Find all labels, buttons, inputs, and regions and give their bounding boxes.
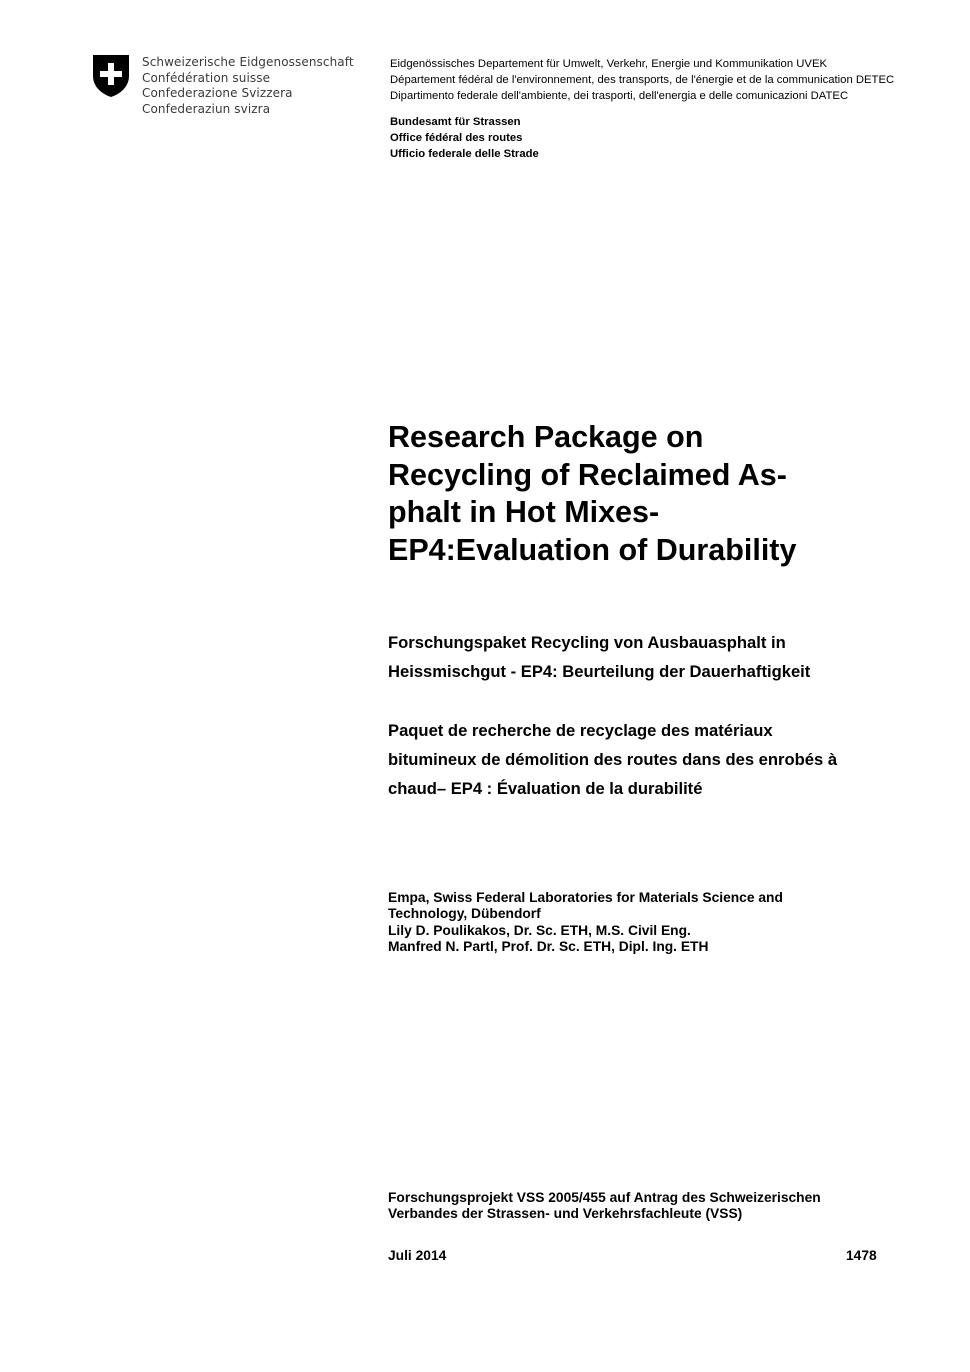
project-line: Forschungsprojekt VSS 2005/455 auf Antrag des Schweizerischen — [388, 1190, 821, 1205]
title-line: EP4:Evaluation of Durability — [388, 532, 797, 567]
authors-block — [388, 890, 783, 955]
author-line: Empa, Swiss Federal Laboratories for Materials Science and — [388, 890, 783, 905]
confederation-names — [142, 55, 354, 117]
project-block — [388, 1190, 821, 1223]
department-line-it: Dipartimento federale dell'ambiente, dei trasporti, dell'energia e delle comunicazioni DATEC — [390, 90, 849, 102]
subtitle-german — [388, 628, 908, 686]
title-line: phalt in Hot Mixes- — [388, 495, 660, 529]
confederation-name-de: Schweizerische Eidgenossenschaft — [142, 55, 354, 69]
author-line: Lily D. Poulikakos, Dr. Sc. ETH, M.S. Civil Eng. — [388, 922, 691, 938]
department-line-fr: Département fédéral de l'environnement, des transports, de l'énergie et de la communication DETEC — [390, 74, 895, 86]
department-line-de: Eidgenössisches Departement für Umwelt, Verkehr, Energie und Kommunikation UVEK — [390, 58, 828, 70]
subtitle-line: bitumineux de démolition des routes dans des enrobés à — [388, 750, 838, 770]
subtitle-line: chaud– EP4 : Évaluation de la durabilité — [388, 779, 703, 799]
subtitle-line: Heissmischgut - EP4: Beurteilung der Dauerhaftigkeit — [388, 662, 811, 682]
office-line-de: Bundesamt für Strassen — [390, 116, 521, 128]
confederation-name-fr: Confédération suisse — [142, 70, 271, 85]
subtitle-french — [388, 716, 908, 804]
publication-date: Juli 2014 — [388, 1248, 447, 1263]
department-block — [390, 56, 894, 104]
subtitle-line: Paquet de recherche de recyclage des matériaux — [388, 721, 773, 740]
document-title — [388, 419, 858, 569]
title-line: Research Package on — [388, 420, 704, 454]
office-line-fr: Office fédéral des routes — [390, 132, 523, 144]
swiss-coat-of-arms-icon — [92, 54, 130, 98]
author-line: Manfred N. Partl, Prof. Dr. Sc. ETH, Dipl. Ing. ETH — [388, 938, 709, 954]
title-line: Recycling of Reclaimed As- — [388, 457, 787, 492]
project-line: Verbandes der Strassen- und Verkehrsfachleute (VSS) — [388, 1206, 743, 1222]
confederation-name-rm: Confederaziun svizra — [142, 101, 271, 116]
confederation-name-it: Confederazione Svizzera — [142, 86, 293, 100]
subtitle-line: Forschungspaket Recycling von Ausbauasphalt in — [388, 633, 786, 652]
author-line: Technology, Dübendorf — [388, 906, 541, 922]
office-block — [390, 114, 539, 162]
report-number: 1478 — [846, 1248, 877, 1263]
office-line-it: Ufficio federale delle Strade — [390, 148, 539, 160]
